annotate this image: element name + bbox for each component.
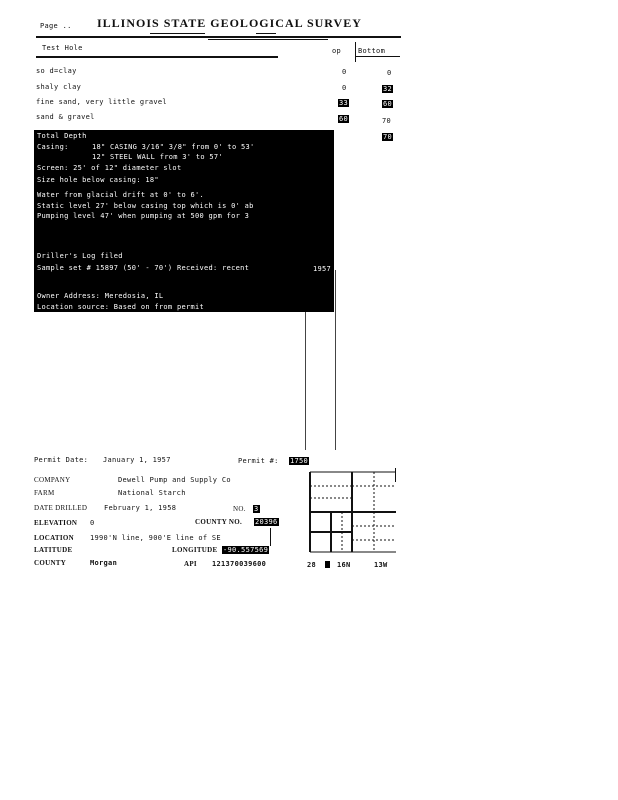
- top-column-label: op: [332, 47, 342, 55]
- farm-value: National Starch: [118, 489, 186, 497]
- water-line: Water from glacial drift at 0' to 6'.: [37, 191, 205, 199]
- stratum-top: 33: [339, 99, 349, 107]
- api-value: 121370039600: [212, 560, 267, 568]
- stratum-bottom: 32: [383, 85, 393, 93]
- section-location-grid: [300, 468, 400, 556]
- column-line-left: [305, 290, 306, 450]
- sample-set-line: Sample set # 15897 (50' - 70') Received: recent: [37, 264, 250, 272]
- test-hole-underline: [36, 56, 278, 58]
- bottom-underline: [355, 56, 400, 57]
- county-number-label: COUNTY NO.: [195, 518, 243, 526]
- stratum-bottom: 60: [383, 100, 393, 108]
- survey-title: ILLINOIS STATE GEOLOGICAL SURVEY: [97, 16, 362, 30]
- permit-number-label: Permit #:: [238, 457, 279, 465]
- total-depth-label: Total Depth: [37, 132, 87, 140]
- latitude-label: LATITUDE: [34, 546, 73, 554]
- bottom-extra: 70: [383, 133, 393, 141]
- owner-address-line: Owner Address: Meredosia, IL: [37, 292, 164, 300]
- api-label: API: [184, 560, 197, 568]
- county-label: COUNTY: [34, 559, 67, 567]
- screen-line: Screen: 25' of 12" diameter slot: [37, 164, 182, 172]
- location-label: LOCATION: [34, 534, 74, 542]
- test-hole-label: Test Hole: [42, 44, 83, 52]
- county-number-value: 20396: [255, 518, 278, 526]
- farm-label: FARM: [34, 489, 55, 497]
- elevation-label: ELEVATION: [34, 519, 78, 527]
- column-line-right: [335, 270, 336, 450]
- grid-corner-mark: [395, 468, 396, 482]
- location-source-line: Location source: Based on from permit: [37, 303, 205, 311]
- location-value: 1990'N line, 900'E line of SE: [90, 534, 221, 542]
- company-value: Dewell Pump and Supply Co: [118, 476, 231, 484]
- section-value: 28: [307, 561, 317, 569]
- elevation-value: 0: [90, 519, 95, 527]
- date-drilled-value: February 1, 1958: [104, 504, 177, 512]
- casing-label: Casing:: [37, 143, 69, 151]
- longitude-label: LONGITUDE: [172, 546, 218, 554]
- header-rule-short-1: [150, 33, 205, 34]
- company-label: COMPANY: [34, 476, 71, 484]
- longitude-value: -90.557569: [223, 546, 269, 554]
- stratum-desc: so d=clay: [36, 67, 77, 75]
- stratum-top: 0: [342, 84, 347, 92]
- county-value: Morgan: [90, 559, 118, 567]
- bottom-column-label: Bottom: [358, 47, 386, 55]
- well-number-label: NO.: [233, 505, 246, 513]
- header-rule-mid: [208, 39, 328, 40]
- section-marker: [325, 561, 330, 568]
- header-rule-short-2: [256, 33, 276, 34]
- stratum-bottom: 0: [387, 69, 392, 77]
- casing-line-2: 12" STEEL WALL from 3' to 57': [92, 153, 223, 161]
- pumping-level-line: Pumping level 47' when pumping at 500 gpm for 3: [37, 212, 250, 220]
- page-label: Page ..: [40, 22, 72, 30]
- range-value: 13W: [374, 561, 388, 569]
- permit-number-value: 1750: [290, 457, 309, 465]
- stratum-desc: sand & gravel: [36, 113, 95, 121]
- permit-date-value: January 1, 1957: [103, 456, 171, 464]
- stratum-top: 0: [342, 68, 347, 76]
- driller-log-line: Driller's Log filed: [37, 252, 123, 260]
- column-divider: [355, 42, 356, 62]
- sample-year: 1957: [313, 265, 332, 273]
- permit-date-label: Permit Date:: [34, 456, 89, 464]
- township-value: 16N: [337, 561, 351, 569]
- stratum-bottom: 70: [382, 117, 392, 125]
- stratum-top: 60: [339, 115, 349, 123]
- stratum-desc: shaly clay: [36, 83, 82, 91]
- location-box-edge: [270, 528, 271, 546]
- size-hole-line: Size hole below casing: 18": [37, 176, 159, 184]
- date-drilled-label: DATE DRILLED: [34, 504, 88, 512]
- header-rule-top: [36, 36, 401, 38]
- casing-line-1: 18" CASING 3/16" 3/8" from 0' to 53': [92, 143, 255, 151]
- stratum-desc: fine sand, very little gravel: [36, 98, 167, 106]
- static-level-line: Static level 27' below casing top which is 0' ab: [37, 202, 254, 210]
- well-number-value: 3: [254, 505, 259, 513]
